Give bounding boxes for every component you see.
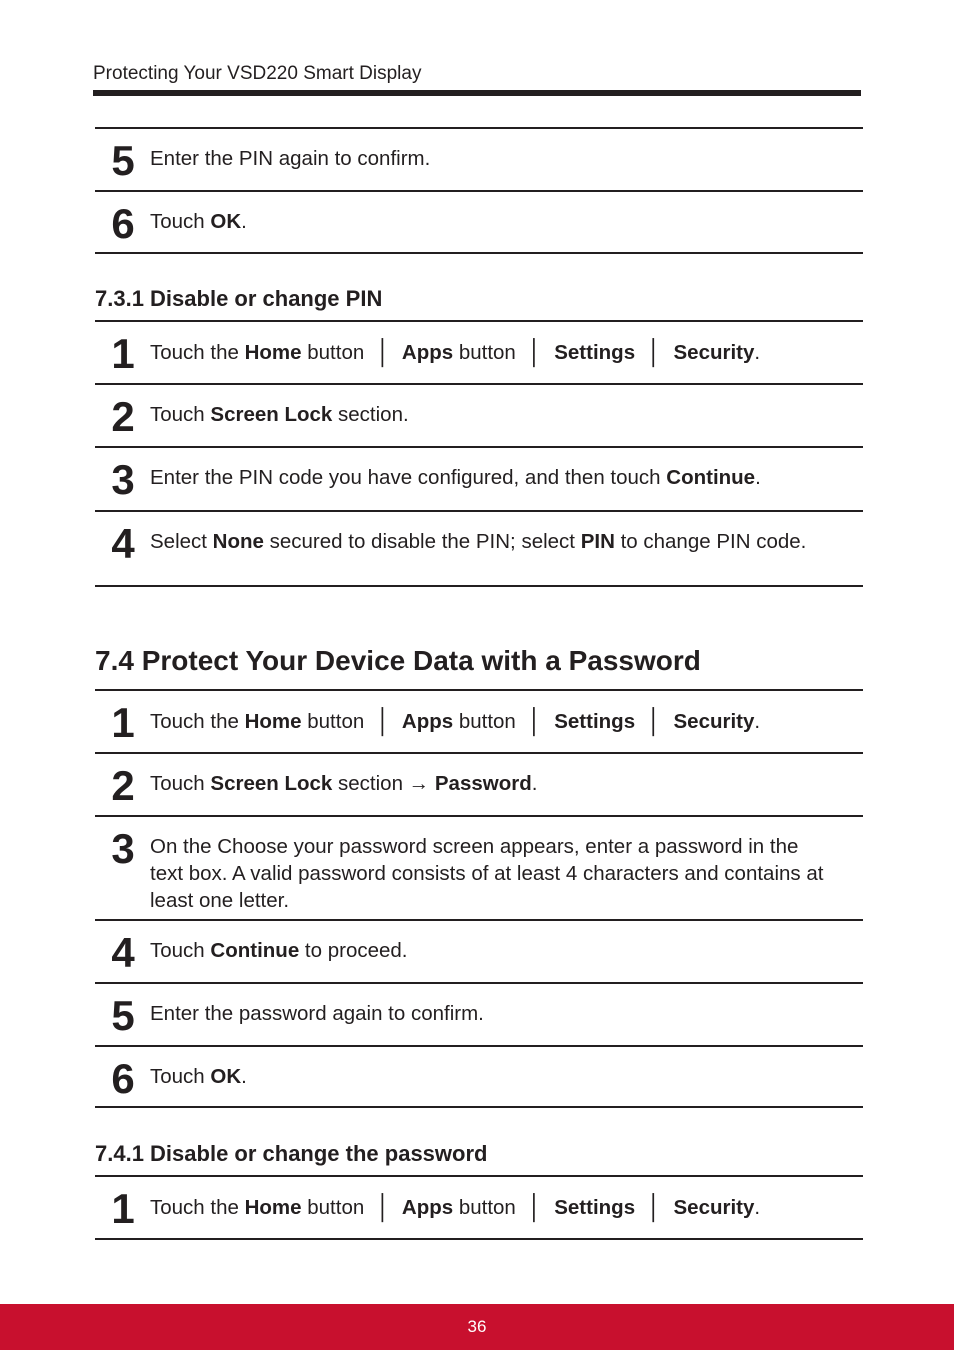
step-text-run: Touch (150, 210, 211, 233)
step-text-run: Enter the PIN code you have configured, and then touch (150, 466, 667, 489)
section-heading-7-4-1: 7.4.1 Disable or change the password (95, 1141, 488, 1166)
step-row (95, 383, 863, 446)
step-number: 4 (111, 520, 134, 567)
step-row (95, 919, 863, 982)
step-text-run: button (453, 341, 522, 364)
step-text (150, 322, 863, 374)
step-text-run: button (453, 710, 522, 733)
step-number: 5 (111, 137, 134, 184)
step-row (95, 190, 863, 254)
step-text-run: to proceed. (299, 939, 408, 962)
step-row (95, 1045, 863, 1108)
step-text-run: . (754, 341, 761, 364)
step-text-run: section. (332, 403, 409, 426)
ui-term: Continue (666, 466, 756, 489)
step-text-run: Touch the (150, 710, 245, 733)
step-text (150, 691, 863, 743)
ui-term: Password (434, 772, 532, 795)
header-rule (93, 90, 861, 96)
step-text-run: Touch the (150, 341, 245, 364)
step-list-7-4 (95, 689, 863, 1108)
step-text (150, 921, 863, 972)
step-text-run: Select (150, 530, 213, 553)
ui-term: Home (244, 710, 302, 733)
step-number: 1 (111, 699, 134, 746)
ui-term: OK (210, 1065, 242, 1088)
step-text (150, 817, 863, 922)
step-text-run: Enter the PIN again to confirm. (150, 147, 431, 170)
step-text (150, 1047, 863, 1098)
ui-term: Settings (548, 1196, 636, 1219)
step-text-run: . (531, 772, 538, 795)
ui-term: Security (667, 341, 755, 364)
step-row (95, 446, 863, 510)
step-text-run (635, 710, 641, 733)
section-heading-7-4: 7.4 Protect Your Device Data with a Password (95, 645, 701, 676)
step-text (150, 984, 863, 1035)
step-text-run: button (453, 1196, 522, 1219)
step-text (150, 129, 863, 180)
step-row (95, 752, 863, 815)
step-row (95, 127, 863, 190)
step-row (95, 689, 863, 752)
step-text (150, 448, 863, 499)
ui-term: Apps (396, 1196, 454, 1219)
menu-separator: │ (375, 708, 391, 735)
menu-separator: │ (527, 339, 543, 366)
step-number: 6 (111, 200, 134, 247)
page-number: 36 (467, 1317, 487, 1336)
menu-separator: │ (646, 708, 662, 735)
ui-term: Continue (210, 939, 300, 962)
step-text-run: button (301, 341, 370, 364)
step-text-run: . (241, 1065, 247, 1088)
menu-separator: │ (527, 1194, 543, 1221)
step-list-7-4-1 (95, 1175, 863, 1240)
step-text-run: button (301, 710, 370, 733)
step-text-run: . (754, 1196, 761, 1219)
step-text-run: Touch (150, 1065, 211, 1088)
step-list-top (95, 127, 863, 254)
step-number: 2 (111, 762, 134, 809)
step-text (150, 512, 863, 563)
step-number: 3 (111, 825, 134, 872)
step-text-run: secured to disable the PIN; select (263, 530, 581, 553)
ui-term: Screen Lock (210, 403, 333, 426)
step-number: 1 (111, 330, 134, 377)
menu-separator: │ (646, 339, 662, 366)
step-number: 6 (111, 1055, 134, 1102)
step-text (150, 192, 863, 243)
menu-separator: │ (646, 1194, 662, 1221)
ui-term: Settings (548, 710, 636, 733)
ui-term: Screen Lock (210, 772, 333, 795)
step-text-run: Enter the password again to confirm. (150, 1002, 484, 1025)
step-number: 4 (111, 929, 134, 976)
step-number: 2 (111, 393, 134, 440)
step-row (95, 1175, 863, 1240)
step-row (95, 982, 863, 1045)
step-text-run (635, 341, 641, 364)
step-text (150, 385, 863, 436)
ui-term: None (212, 530, 264, 553)
step-text-run: button (301, 1196, 370, 1219)
ui-term: Settings (548, 341, 636, 364)
step-text-run: to change PIN code. (614, 530, 807, 553)
step-text-run (635, 1196, 641, 1219)
running-header: Protecting Your VSD220 Smart Display (93, 63, 422, 84)
step-list-7-3-1 (95, 320, 863, 587)
ui-term: Security (667, 710, 755, 733)
step-text-run: Touch the (150, 1196, 245, 1219)
step-row (95, 815, 863, 919)
step-text-run: . (241, 210, 247, 233)
ui-term: OK (210, 210, 242, 233)
ui-term: Apps (396, 710, 454, 733)
step-text-run: Touch (150, 403, 211, 426)
step-number: 1 (111, 1185, 134, 1232)
step-text (150, 754, 863, 805)
step-text (150, 1177, 863, 1229)
step-row (95, 320, 863, 383)
ui-term: Apps (396, 341, 454, 364)
step-text-run: Touch (150, 772, 211, 795)
step-number: 3 (111, 456, 134, 503)
section-heading-7-3-1: 7.3.1 Disable or change PIN (95, 286, 383, 311)
ui-term: Home (244, 1196, 302, 1219)
step-text-run: . (755, 466, 761, 489)
step-text-run: . (754, 710, 761, 733)
ui-term: Home (244, 341, 302, 364)
ui-term: PIN (580, 530, 615, 553)
step-row (95, 510, 863, 587)
menu-separator: │ (375, 339, 391, 366)
ui-term: Security (667, 1196, 755, 1219)
step-number: 5 (111, 992, 134, 1039)
step-text-run: On the Choose your password screen appears, enter a password in the text box. A valid password consists of at least 4 characters and contains at least one letter. (150, 835, 824, 912)
menu-separator: │ (375, 1194, 391, 1221)
menu-separator: │ (527, 708, 543, 735)
step-text-run: Touch (150, 939, 211, 962)
step-text-run: section → (332, 772, 435, 795)
